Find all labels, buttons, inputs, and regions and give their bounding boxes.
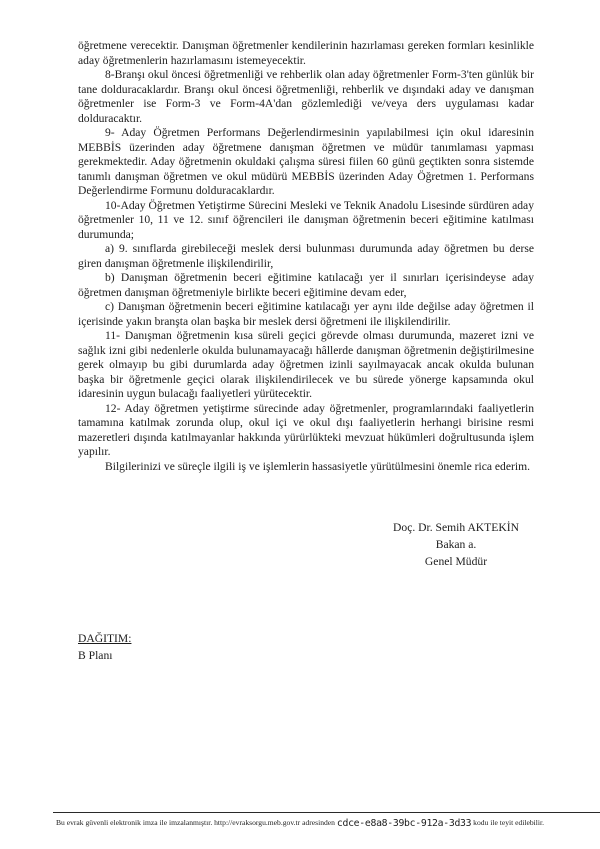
paragraph-item-12: 12- Aday öğretmen yetiştirme sürecinde aday öğretmenler, programlarındaki faaliyetlerin tamamına katılmak zorunda olup, okul içi ve okul dışı faaliyetlerin herhangi birisine resmi mazeretleri dışında katılmayanlar hakkında yürürlükteki mevzuat hükümleri doğrultusunda işlem yapılır. [78,401,534,458]
signature-block [370,519,542,570]
signatory-title: Genel Müdür [424,555,488,568]
signatory-name: Doç. Dr. Semih AKTEKİN [393,521,519,534]
document-body [78,39,534,474]
paragraph-subitem-b: b) Danışman öğretmenin beceri eğitimine katılacağı yer il sınırları içerisindeyse aday öğretmen danışman öğretmeniyle birlikte beceri eğitimine devam eder, [78,271,534,299]
paragraph-item-9: 9- Aday Öğretmen Performans Değerlendirmesinin yapılabilmesi için okul idaresinin MEBBİS üzerinden aday öğretmene danışman öğretmen ve müdür tanımlaması yapması gerekmektedir. Aday öğretmenin okuldaki çalışma süresi fiilen 60 günü geçtikten sonra sistemde tanımlı danışman öğretmen ve okul müdürü MEBBİS üzerinden Aday Öğretmen 1. Performans Değerlendirme Formunu dolduracaklardır. [78,126,534,197]
paragraph-item-10: 10-Aday Öğretmen Yetiştirme Sürecini Mesleki ve Teknik Anadolu Lisesinde sürdüren aday öğretmenler 10, 11 ve 12. sınıf öğrencileri ile danışman öğretmenin beceri eğitimine katılması durumunda; [78,198,534,241]
footer-verify-note: kodu ile teyit edilebilir. [473,818,545,827]
verification-code: cdce-e8a8-39bc-912a-3d33 [336,818,472,829]
footer-divider [53,812,600,813]
distribution-heading: DAĞITIM: [78,632,132,645]
distribution-item: B Planı [78,649,113,662]
paragraph-item-8: 8-Branşı okul öncesi öğretmenliği ve rehberlik olan aday öğretmenler Form-3'ten günlük bir tane dolduracaklardır. Branşı okul öncesi öğretmenliği, rehberlik ve dışındaki aday ve danışman öğretmenler ise Form-3 ve Form-4A'dan gözlemlediği ve/veya ders uygulaması kadar dolduracaktır. [78,68,534,125]
footer-text [0,817,600,830]
signatory-role: Bakan a. [435,538,477,551]
paragraph-subitem-c: c) Danışman öğretmenin beceri eğitimine katılacağı yer aynı ilde değilse aday öğretmen il içerisinde yakın branşta olan başka bir meslek dersi öğretmeni ile ilişkilendirilir. [78,300,534,328]
paragraph-subitem-a: a) 9. sınıflarda girebileceği meslek dersi bulunması durumunda aday öğretmen bu derse giren danışman öğretmenle ilişkilendirilir, [78,242,534,270]
closing-paragraph: Bilgilerinizi ve süreçle ilgili iş ve işlemlerin hassasiyetle yürütülmesini önemle rica ederim. [105,459,530,473]
paragraph-item-11: 11- Danışman öğretmenin kısa süreli geçici görevde olması durumunda, mazeret izni ve sağlık izni gibi nedenlerle okulda bulunamayacağı hâllerde danışman öğretmenin değiştirilmesine gerek olmayıp bu gibi durumlarda aday öğretmen izinli sayılmayacak ancak okulda bulunan başka bir öğretmenle geçici olarak ilişkilendirilecek ve bu sürede yönerge kapsamında okul idaresinin uygun bulacağı faaliyetleri yürütecektir. [78,329,534,400]
paragraph-continuation: öğretmene verecektir. Danışman öğretmenler kendilerinin hazırlaması gereken formları kesinlikle aday öğretmenlerin hazırlamasını istemeyecektir. [78,39,534,67]
distribution-block [78,630,131,664]
footer-signature-note: Bu evrak güvenli elektronik imza ile imzalanmıştır. http://evraksorgu.meb.gov.tr adresinden [55,818,335,827]
